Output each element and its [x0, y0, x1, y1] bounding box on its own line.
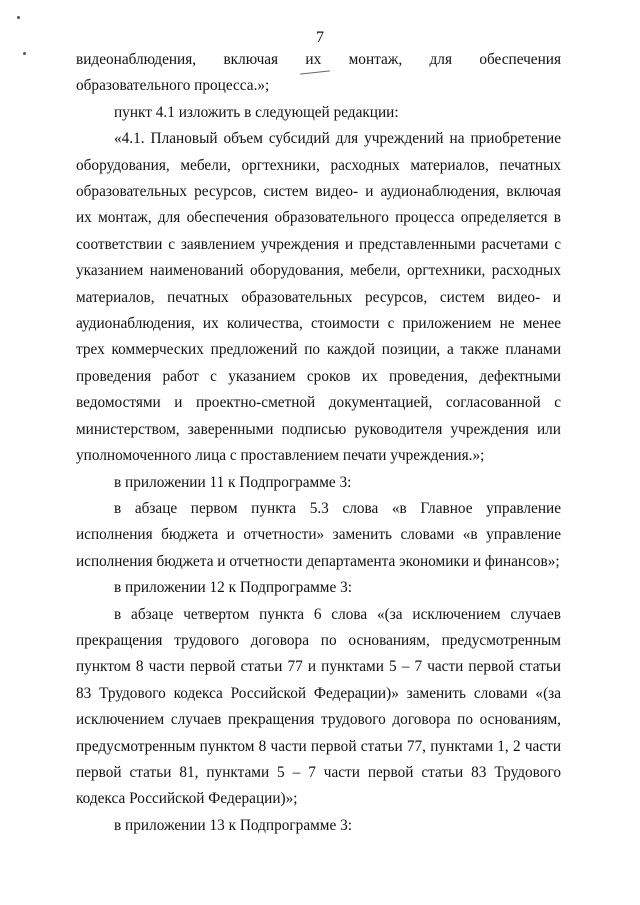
paragraph-appendix-12: в приложении 12 к Подпрограмме 3:	[114, 579, 352, 597]
paragraph-item-6: в абзаце четвертом пункта 6 слова «(за исключением случаев прекращения трудового договора по основаниям, предусмотренным пунктом 8 части первой статьи 77 и пунктами 5 – 7 части первой статьи 83 Трудового кодекса Российской Федерации)» заменить словами «(за исключением случаев прекращения трудового договора по основаниям, предусмотренным пунктом 8 части первой статьи 77, пунктами 1, 2 части первой статьи 81, пунктами 5 – 7 части первой статьи 83 Трудового кодекса Российской Федерации)»;	[76, 605, 561, 808]
page-number: 7	[316, 29, 324, 46]
document-body	[76, 47, 561, 839]
scan-speck-top-left	[17, 16, 20, 19]
paragraph-appendix-13: в приложении 13 к Подпрограмме 3:	[114, 816, 352, 834]
paragraph-appendix-11: в приложении 11 к Подпрограмме 3:	[114, 473, 352, 491]
scan-speck-left	[23, 52, 26, 55]
paragraph-item-4-1-intro: пункт 4.1 изложить в следующей редакции:	[114, 103, 399, 121]
paragraph-continuation: видеонаблюдения, включая их монтаж, для обеспечения образовательного процесса.»;	[76, 51, 561, 95]
paragraph-item-4-1-text: «4.1. Плановый объем субсидий для учреждений на приобретение оборудования, мебели, оргтехники, расходных материалов, печатных образовательных ресурсов, систем видео- и аудионаблюдения, включая их монтаж, для обеспечения образовательного процесса определяется в соответствии с заявлением учреждения и представленными расчетами с указанием наименований оборудования, мебели, оргтехники, расходных материалов, печатных образовательных ресурсов, систем видео- и аудионаблюдения, их количества, стоимости с приложением не менее трех коммерческих предложений по каждой позиции, а также планами проведения работ с указанием сроков их проведения, дефектными ведомостями и проектно-сметной документацией, согласованной с министерством, заверенными подписью руководителя учреждения или уполномоченного лица с проставлением печати учреждения.»;	[76, 130, 561, 465]
paragraph-item-5-3: в абзаце первом пункта 5.3 слова «в Главное управление исполнения бюджета и отчетности» заменить словами «в управление исполнения бюджета и отчетности департамента экономики и финансов»;	[76, 499, 561, 570]
